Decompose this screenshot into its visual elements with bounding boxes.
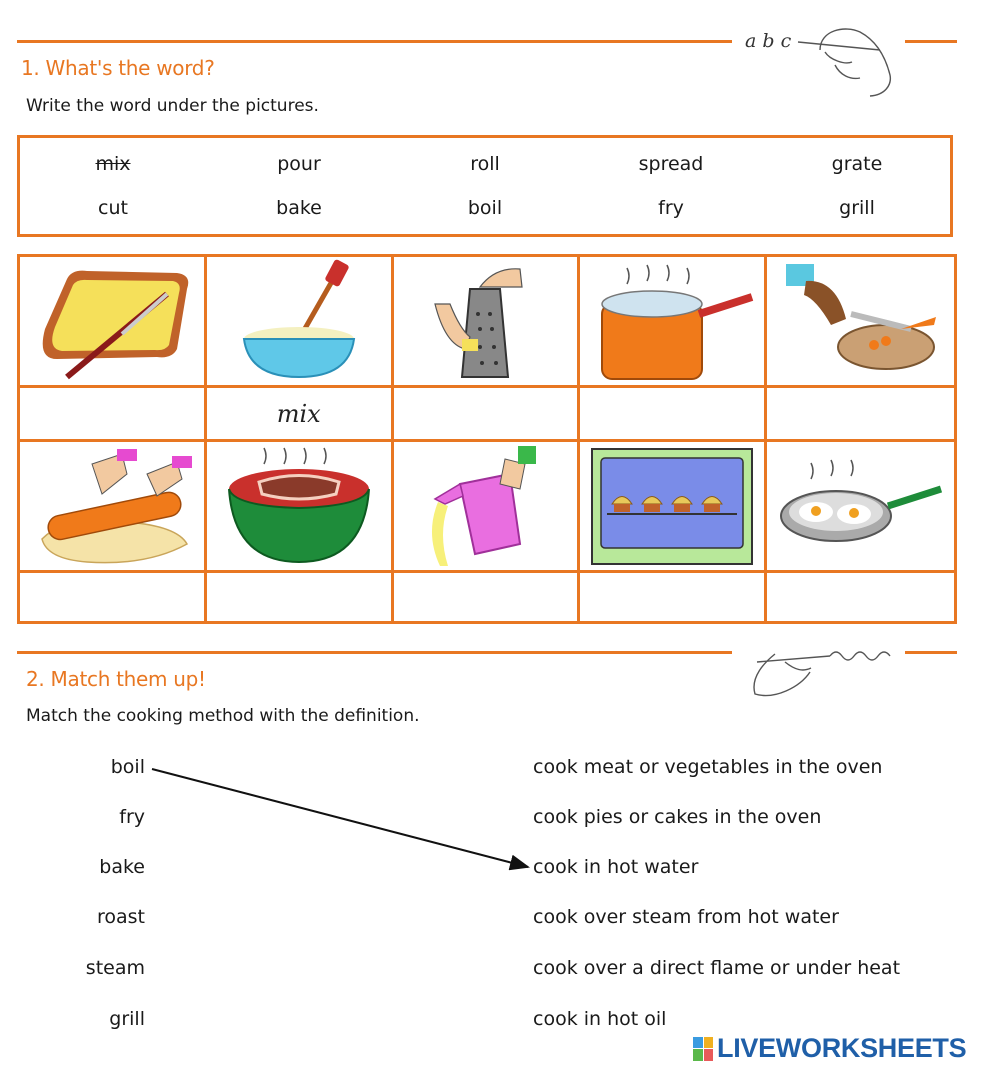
word-bank-item: mix [95,153,131,175]
handwriting-sample: a b c [745,30,792,52]
match-method[interactable]: roast [96,906,145,928]
logo-mark-icon [693,1037,713,1061]
match-arrow [152,769,528,867]
section2-title: 2. Match them up! [26,667,206,691]
word-bank-item: boil [467,197,503,219]
match-method[interactable]: steam [85,957,145,979]
answer-text: mix [276,399,321,428]
word-bank-item: pour [277,153,321,175]
word-bank-item: fry [658,197,684,219]
match-method[interactable]: boil [110,756,145,778]
word-bank-item: grate [831,153,883,175]
section1-instruction: Write the word under the pictures. [26,96,319,116]
word-bank-item: spread [638,153,704,175]
word-bank-item: roll [470,153,500,175]
match-method[interactable]: fry [119,806,145,828]
match-definition[interactable]: cook pies or cakes in the oven [533,806,822,828]
section2-instruction: Match the cooking method with the definition. [26,706,420,726]
match-definition[interactable]: cook over a direct flame or under heat [533,957,901,979]
section1-title: 1. What's the word? [21,56,215,80]
word-bank-item: cut [98,197,128,219]
match-method[interactable]: grill [109,1008,145,1030]
match-definition[interactable]: cook over steam from hot water [533,906,839,928]
match-method[interactable]: bake [99,856,145,878]
liveworksheets-logo [693,1033,966,1064]
match-definition[interactable]: cook meat or vegetables in the oven [533,756,883,778]
match-definition[interactable]: cook in hot oil [533,1008,667,1030]
word-bank-item: grill [839,197,875,219]
logo-text: LIVEWORKSHEETS [717,1033,967,1063]
match-definition[interactable]: cook in hot water [533,856,699,878]
word-bank-item: bake [276,197,322,219]
